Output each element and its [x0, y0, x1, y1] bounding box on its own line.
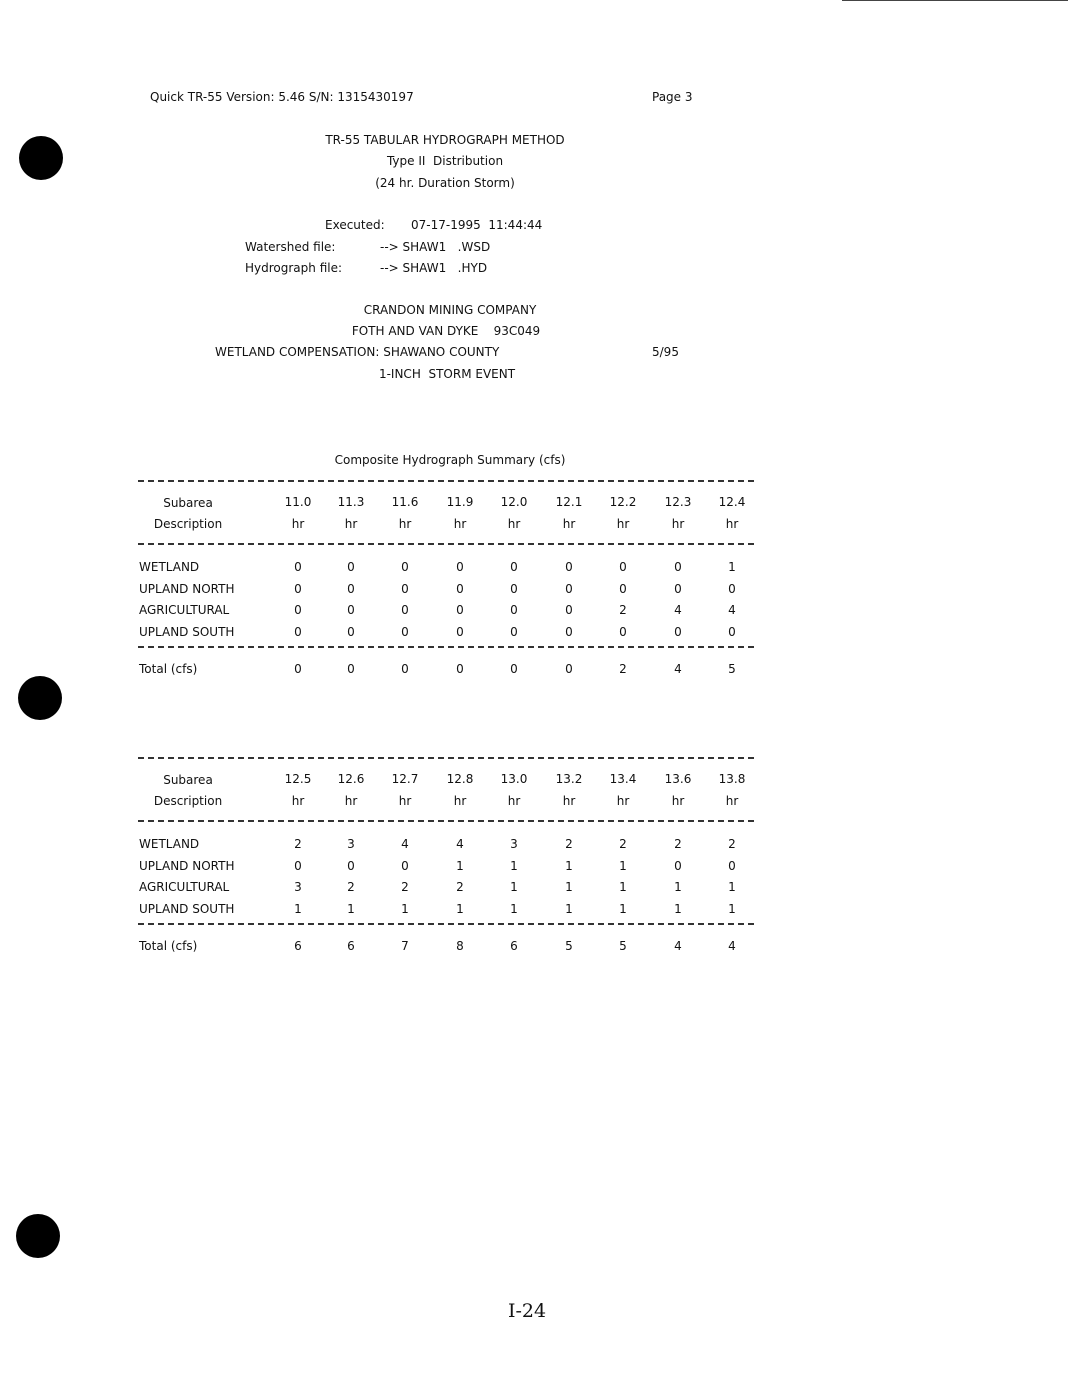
- time-header-text: 12.1: [555, 495, 583, 509]
- flow-value-text: 0: [510, 560, 518, 574]
- time-header-text: 12.0: [500, 495, 528, 509]
- dashed-rule: [138, 646, 754, 648]
- punch-hole: [18, 676, 62, 720]
- time-header-text: 12.5: [284, 772, 312, 786]
- total-value-text: 0: [510, 661, 518, 676]
- total-value-text: 8: [456, 938, 464, 953]
- flow-value-text: 0: [619, 581, 627, 596]
- flow-value-text: 1: [619, 858, 627, 873]
- flow-value-text: 1: [294, 901, 302, 916]
- project-site: WETLAND COMPENSATION: SHAWANO COUNTY: [215, 345, 500, 359]
- executed-label: Executed:: [325, 218, 385, 232]
- time-header-text: 13.0: [500, 772, 528, 786]
- flow-value-text: 0: [347, 624, 355, 639]
- flow-value-text: 2: [728, 837, 736, 851]
- total-value-text: 5: [619, 938, 627, 953]
- time-header-text: 13.6: [664, 772, 692, 786]
- subarea-label: WETLAND: [139, 560, 200, 574]
- flow-value-text: 0: [728, 858, 736, 873]
- watershed-file-label: Watershed file:: [245, 240, 336, 254]
- total-value-text: 7: [401, 938, 409, 953]
- punch-hole: [16, 1214, 60, 1258]
- flow-value-text: 0: [347, 581, 355, 596]
- flow-value-text: 1: [510, 858, 518, 873]
- total-label: Total (cfs): [139, 661, 198, 676]
- time-unit-text: hr: [344, 517, 358, 531]
- flow-value-text: 2: [456, 880, 464, 894]
- flow-value-text: 1: [619, 880, 627, 894]
- description-header-text: Description: [153, 794, 223, 808]
- time-header-text: 13.4: [609, 772, 637, 786]
- subarea-label: UPLAND SOUTH: [139, 624, 235, 639]
- flow-value-text: 0: [347, 560, 355, 574]
- scan-edge-line: [842, 0, 1068, 1]
- flow-value-text: 0: [294, 858, 302, 873]
- project-date: 5/95: [652, 345, 679, 359]
- flow-value-text: 2: [347, 880, 355, 894]
- total-value-text: 5: [728, 661, 736, 676]
- total-value-text: 4: [674, 661, 682, 676]
- page-number: I-24: [507, 1300, 547, 1322]
- flow-value-text: 4: [728, 603, 736, 617]
- time-header-text: 11.6: [391, 495, 419, 509]
- time-unit-text: hr: [344, 794, 358, 808]
- time-header-text: 13.8: [718, 772, 746, 786]
- flow-value-text: 1: [565, 880, 573, 894]
- flow-value-text: 2: [565, 837, 573, 851]
- dashed-rule: [138, 480, 754, 482]
- company-name: CRANDON MINING COMPANY: [363, 303, 537, 317]
- flow-value-text: 1: [510, 901, 518, 916]
- time-unit-text: hr: [398, 794, 412, 808]
- time-unit-text: hr: [671, 794, 685, 808]
- flow-value-text: 0: [510, 603, 518, 617]
- subarea-label: AGRICULTURAL: [139, 603, 230, 617]
- time-header-text: 12.6: [337, 772, 365, 786]
- firm-name: FOTH AND VAN DYKE 93C049: [351, 324, 541, 338]
- flow-value-text: 1: [401, 901, 409, 916]
- time-unit-text: hr: [291, 794, 305, 808]
- total-value-text: 6: [510, 938, 518, 953]
- flow-value-text: 0: [347, 603, 355, 617]
- flow-value-text: 0: [456, 581, 464, 596]
- flow-value-text: 0: [728, 624, 736, 639]
- storm-duration: (24 hr. Duration Storm): [375, 176, 515, 190]
- flow-value-text: 1: [728, 901, 736, 916]
- flow-value-text: 0: [510, 624, 518, 639]
- time-unit-text: hr: [562, 517, 576, 531]
- flow-value-text: 1: [347, 901, 355, 916]
- dashed-rule: [138, 923, 754, 925]
- flow-value-text: 0: [674, 858, 682, 873]
- hydrograph-file-value: --> SHAW1 .HYD: [380, 261, 488, 275]
- flow-value-text: 0: [401, 581, 409, 596]
- flow-value-text: 0: [456, 560, 464, 574]
- watershed-file-value: --> SHAW1 .WSD: [380, 240, 491, 254]
- hydrograph-file-label: Hydrograph file:: [245, 261, 343, 275]
- flow-value-text: 0: [401, 603, 409, 617]
- page-label: Page 3: [652, 90, 693, 104]
- flow-value-text: 2: [674, 837, 682, 851]
- dashed-rule: [138, 543, 754, 545]
- flow-value-text: 1: [510, 880, 518, 894]
- flow-value-text: 0: [565, 581, 573, 596]
- total-value-text: 4: [674, 938, 682, 953]
- time-unit-text: hr: [725, 517, 739, 531]
- flow-value-text: 2: [619, 837, 627, 851]
- flow-value-text: 0: [728, 581, 736, 596]
- flow-value-text: 0: [565, 560, 573, 574]
- total-label: Total (cfs): [139, 938, 198, 953]
- time-header-text: 12.7: [391, 772, 419, 786]
- flow-value-text: 0: [347, 858, 355, 873]
- flow-value-text: 0: [401, 624, 409, 639]
- total-value-text: 4: [728, 938, 736, 953]
- flow-value-text: 4: [401, 837, 409, 851]
- time-header-text: 11.3: [337, 495, 365, 509]
- time-unit-text: hr: [453, 517, 467, 531]
- flow-value-text: 1: [456, 901, 464, 916]
- flow-value-text: 1: [456, 858, 464, 873]
- dashed-rule: [138, 820, 754, 822]
- flow-value-text: 1: [674, 901, 682, 916]
- summary-title: Composite Hydrograph Summary (cfs): [334, 453, 566, 467]
- flow-value-text: 0: [456, 603, 464, 617]
- flow-value-text: 0: [510, 581, 518, 596]
- flow-value-text: 0: [565, 603, 573, 617]
- subarea-label: UPLAND NORTH: [139, 581, 235, 596]
- total-value-text: 2: [619, 661, 627, 676]
- total-value-text: 5: [565, 938, 573, 953]
- flow-value-text: 0: [294, 603, 302, 617]
- flow-value-text: 1: [619, 901, 627, 916]
- flow-value-text: 4: [674, 603, 682, 617]
- flow-value-text: 2: [619, 603, 627, 617]
- dashed-rule: [138, 757, 754, 759]
- time-header-text: 12.4: [718, 495, 746, 509]
- flow-value-text: 0: [619, 624, 627, 639]
- time-unit-text: hr: [562, 794, 576, 808]
- punch-hole: [19, 136, 63, 180]
- time-unit-text: hr: [453, 794, 467, 808]
- flow-value-text: 2: [401, 880, 409, 894]
- flow-value-text: 0: [619, 560, 627, 574]
- total-value-text: 0: [347, 661, 355, 676]
- time-header-text: 12.2: [609, 495, 637, 509]
- flow-value-text: 0: [674, 581, 682, 596]
- flow-value-text: 0: [294, 624, 302, 639]
- total-value-text: 6: [294, 938, 302, 953]
- total-value-text: 0: [401, 661, 409, 676]
- flow-value-text: 0: [674, 624, 682, 639]
- time-unit-text: hr: [616, 794, 630, 808]
- time-unit-text: hr: [725, 794, 739, 808]
- flow-value-text: 1: [728, 880, 736, 894]
- flow-value-text: 0: [401, 560, 409, 574]
- flow-value-text: 0: [294, 581, 302, 596]
- subarea-header-text: Subarea: [163, 773, 213, 787]
- flow-value-text: 0: [401, 858, 409, 873]
- time-unit-text: hr: [507, 517, 521, 531]
- flow-value-text: 3: [510, 837, 518, 851]
- subarea-label: UPLAND NORTH: [139, 858, 235, 873]
- description-header-text: Description: [153, 517, 223, 531]
- subarea-header-text: Subarea: [163, 496, 213, 510]
- flow-value-text: 1: [565, 858, 573, 873]
- total-value-text: 0: [565, 661, 573, 676]
- flow-value-text: 0: [674, 560, 682, 574]
- time-unit-text: hr: [291, 517, 305, 531]
- time-unit-text: hr: [671, 517, 685, 531]
- time-header-text: 13.2: [555, 772, 583, 786]
- flow-value-text: 1: [565, 901, 573, 916]
- flow-value-text: 0: [456, 624, 464, 639]
- time-header-text: 12.3: [664, 495, 692, 509]
- flow-value-text: 1: [728, 560, 736, 574]
- report-title: TR-55 TABULAR HYDROGRAPH METHOD: [325, 133, 565, 147]
- flow-value-text: 2: [294, 837, 302, 851]
- storm-event: 1-INCH STORM EVENT: [378, 367, 516, 381]
- time-unit-text: hr: [507, 794, 521, 808]
- time-header-text: 11.0: [284, 495, 312, 509]
- flow-value-text: 1: [674, 880, 682, 894]
- subarea-label: WETLAND: [139, 837, 200, 851]
- subarea-label: AGRICULTURAL: [139, 880, 230, 894]
- total-value-text: 0: [294, 661, 302, 676]
- time-unit-text: hr: [616, 517, 630, 531]
- time-unit-text: hr: [398, 517, 412, 531]
- time-header-text: 11.9: [446, 495, 474, 509]
- total-value-text: 6: [347, 938, 355, 953]
- time-header-text: 12.8: [446, 772, 474, 786]
- flow-value-text: 3: [347, 837, 355, 851]
- flow-value-text: 4: [456, 837, 464, 851]
- flow-value-text: 3: [294, 880, 302, 894]
- distribution-type: Type II Distribution: [386, 154, 504, 168]
- program-version: Quick TR-55 Version: 5.46 S/N: 1315430197: [150, 90, 414, 104]
- flow-value-text: 0: [565, 624, 573, 639]
- subarea-label: UPLAND SOUTH: [139, 901, 235, 916]
- executed-value: 07-17-1995 11:44:44: [411, 218, 543, 232]
- flow-value-text: 0: [294, 560, 302, 574]
- total-value-text: 0: [456, 661, 464, 676]
